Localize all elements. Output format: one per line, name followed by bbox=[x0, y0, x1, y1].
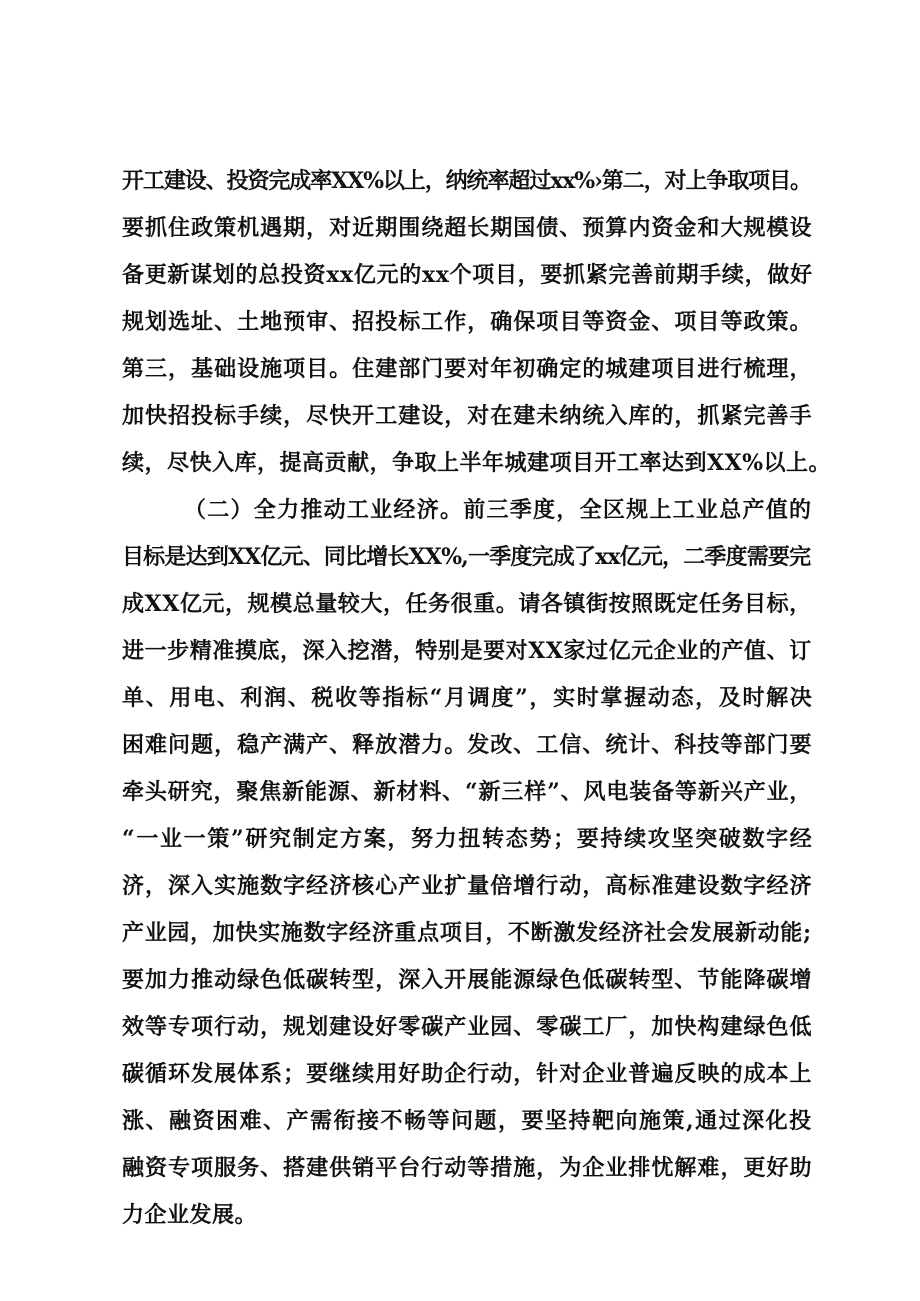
text-line: 单、用电、利润、税收等指标“月调度”，实时掌握动态，及时解决 bbox=[122, 685, 814, 711]
text-line: 规划选址、土地预审、招投标工作，确保项目等资金、项目等政策。 bbox=[122, 309, 813, 335]
text-line: “一业一策”研究制定方案，努力扭转态势；要持续攻坚突破数字经 bbox=[122, 826, 814, 852]
text-line: 续，尽快入库，提高贡献，争取上半年城建项目开工率达到XX%以上。 bbox=[122, 450, 832, 476]
text-line: 要加力推动绿色低碳转型，深入开展能源绿色低碳转型、节能降碳增 bbox=[122, 967, 813, 993]
text-line: 济，深入实施数字经济核心产业扩量倍增行动，高标准建设数字经济 bbox=[122, 873, 813, 899]
text-line: 融资专项服务、搭建供销平台行动等措施，为企业排忧解难，更好助 bbox=[122, 1155, 813, 1181]
text-line: 备更新谋划的总投资xx亿元的xx个项目，要抓紧完善前期手续，做好 bbox=[122, 262, 813, 288]
text-line: 要抓住政策机遇期，对近期围绕超长期国债、预算内资金和大规模设 bbox=[122, 215, 813, 241]
text-line: 产业园，加快实施数字经济重点项目，不断激发经济社会发展新动能; bbox=[122, 920, 812, 946]
section-heading-line: （二）全力推动工业经济。前三季度，全区规上工业总产值的 bbox=[184, 497, 813, 523]
text-line: 效等专项行动，规划建设好零碳产业园、零碳工厂，加快构建绿色低 bbox=[122, 1014, 813, 1040]
text-line: 进一步精准摸底，深入挖潜，特别是要对XX家过亿元企业的产值、订 bbox=[122, 638, 812, 664]
text-line: 第三，基础设施项目。住建部门要对年初确定的城建项目进行梳理， bbox=[122, 356, 813, 382]
text-line: 力企业发展。 bbox=[122, 1202, 258, 1228]
text-line: 碳循环发展体系；要继续用好助企行动，针对企业普遍反映的成本上 bbox=[122, 1061, 813, 1087]
text-line: 困难问题，稳产满产、释放潜力。发改、工信、统计、科技等部门要 bbox=[122, 732, 813, 758]
text-line: 加快招投标手续，尽快开工建设，对在建未纳统入库的，抓紧完善手 bbox=[122, 403, 813, 429]
text-line: 目标是达到XX亿元、同比增长XX%,一季度完成了xx亿元，二季度需要完 bbox=[122, 544, 811, 570]
text-line: 成XX亿元，规模总量较大，任务很重。请各镇街按照既定任务目标， bbox=[122, 591, 812, 617]
text-line: 开工建设、投资完成率XX%以上，纳统率超过xx%›第二，对上争取项目。 bbox=[122, 168, 811, 194]
text-line: 牵头研究，聚焦新能源、新材料、“新三样”、风电装备等新兴产业， bbox=[122, 779, 813, 805]
text-line: 涨、融资困难、产需衔接不畅等问题，要坚持靶向施策,通过深化投 bbox=[122, 1108, 813, 1134]
